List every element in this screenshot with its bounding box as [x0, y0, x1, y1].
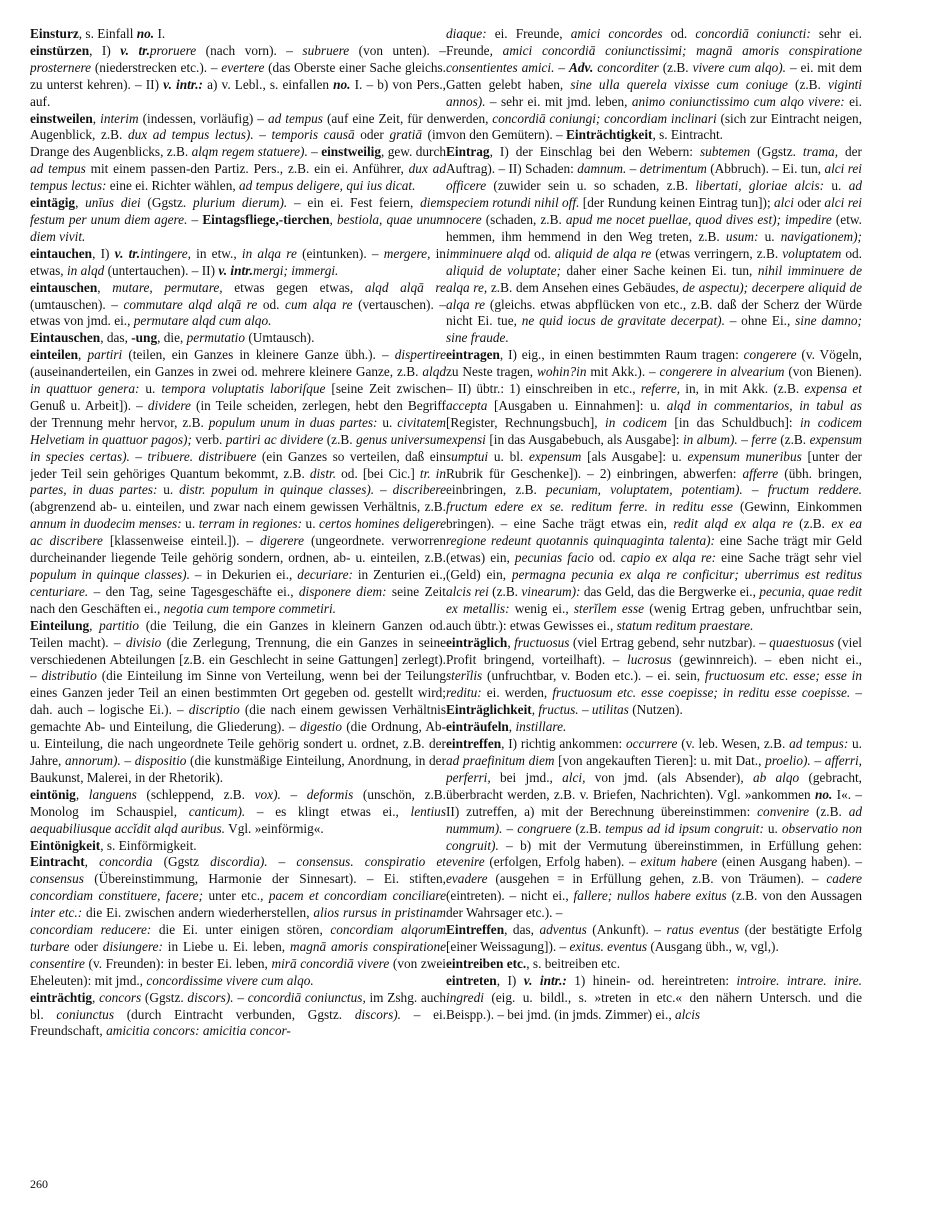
dictionary-entry: eintägig, unīus diei (Ggstz. plurium dierum). – ein ei. Fest feiern, diem festum per unum diem agere. – Eintagsfliege,-tierchen, bestiola, quae unum diem vivit.: [30, 195, 446, 244]
dictionary-entry: Eintracht, concordia (Ggstz discordia). – consensus. conspiratio et consensus (Übereinstimmung, Harmonie der Sinnesart). – Ei. stiften, concordiam constituere, facere; unter etc., pacem et concordiam conciliare inter etc.: die Ei. zwischen andern wiederherstellen, alios rursus in pristinam concordiam reducere: die Ei. unter einigen stören, concordiam alqorum turbare oder disiungere: in Liebe u. Ei. leben, magnā amoris conspiratione consentire (v. Freunden): in bester Ei. leben, mirā concordiā vivere (von zwei Eheleuten): mit jmd., concordissime vivere cum alqo.: [30, 854, 446, 988]
dictionary-entry: einteilen, partiri (teilen, ein Ganzes in kleinere Ganze übh.). – dispertire (auseinanderteilen, ein Ganzes in zwei od. mehrere kleinere Ganze, z.B. alqd in quattuor genera: u. tempora voluptatis laboriſque [seine Zeit zwischen Genuß u. Arbeit]). – dividere (in Teile scheiden, zerlegen, hebt den Begriff der Trennung mehr hervor, z.B. populum unum in duas partes: u. civitatem Helvetiam in quattuor pagos); verb. partiri ac dividere (z.B. genus universum in species certas). – tribuere. distribuere (ein Ganzes so verteilen, daß ein jeder Teil sein gehöriges Quantum bekommt, z.B. distr. od. [bei Cic.] tr. in partes, in duas partes: u. distr. populum in quinque classes). – discribere (abgrenzend ab- u. einteilen, und zwar nach einem gewissen Verhältnis, z.B. annum in duodecim menses: u. terram in regiones: u. certos homines deligere ac discribere [klassenweise einteil.]). – digerere (ungeordnete. verworren durcheinander liegende Teile gehörig sondern, ordnen, ab- u. einteilen, z.B. populum in quinque classes). – in Dekurien ei., decuriare: in Zenturien ei., centuriare. – den Tag, seine Tagesgeschäfte ei., disponere diem: seine Zeit nach den Geschäften ei., negotia cum tempore commetiri.: [30, 347, 446, 616]
dictionary-entry: diaque: ei. Freunde, amici concordes od. concordiā coniuncti: sehr ei. Freunde, amici concordiā coniunctissimi; magnā amoris conspiratione consentientes amici. – Adv. concorditer (z.B. vivere cum alqo). – ei. mit dem Gatten gelebt haben, sine ulla querela vixisse cum coniuge (z.B. viginti annos). – sehr ei. mit jmd. leben, animo coniunctissimo cum alqo vivere: ei. werden, concordiā coniungi; concordiam inclinari (sich zur Eintracht neigen, von den Gemütern). – Einträchtigkeit, s. Eintracht.: [446, 26, 862, 143]
dictionary-entry: einträglich, fructuosus (viel Ertrag gebend, sehr nutzbar). – quaestuosus (viel Profit bringend, vorteilhaft). – lucrosus (gewinnreich). – eben nicht ei., sterĭlis (unfruchtbar, v. Boden etc.). – ei. sein, fructuosum etc. esse; esse in reditu: ei. werden, fructuosum etc. esse coepisse; in reditu esse coepisse. – Einträglichkeit, fructus. – utilitas (Nutzen).: [446, 634, 862, 718]
dictionary-entry: einstweilen, interim (indessen, vorläufig) – ad tempus (auf eine Zeit, für den Augenblick, z.B. dux ad tempus lectus). – temporis causā oder gratiā (im Drange des Augenblicks, z.B. alqm regem statuere). – einstweilig, gew. durch ad tempus mit einem passen-den Partiz. Pers., z.B. ein ei. Anführer, dux ad tempus lectus: eine ei. Richter wählen, ad tempus deligere, qui ius dicat.: [30, 110, 446, 194]
dictionary-entry: Eintönigkeit, s. Einförmigkeit.: [30, 837, 197, 853]
page-number: 260: [30, 1177, 48, 1191]
dictionary-entry: eintauchen, I) v. tr.intingere, in etw., in alqa re (eintunken). – mergere, in etwas, in alqd (untertauchen). – II) v. intr.mergi; immergi.: [30, 245, 446, 278]
dictionary-entry: eintragen, I) eig., in einen bestimmten Raum tragen: congerere (v. Vögeln, zu Neste tragen, wohin?in mit Akk.). – congerere in alvearium (von Bienen). – II) übtr.: 1) einschreiben in etc., referre, in, in mit Akk. (z.B. expensa et accepta [Ausgaben u. Einnahmen]: u. alqd in commentarios, in tabul as [Register, Rechnungsbuch], in codicem [in das Schuldbuch]: in codicem expensi [in das Ausgabebuch, als Ausgabe]: in album). – ferre (z.B. expensum sumptui u. bl. expensum [als Ausgabe]: u. expensum muneribus [unter der Rubrik für Geschenke]). – 2) einbringen, abwerfen: afferre (übh. bringen, einbringen, z.B. pecuniam, voluptatem, potentiam). – fructum reddere. fructum edere ex se. reditum ferre. in reditu esse (Gewinn, Einkommen bringen). – eine Sache trägt etwas ein, redit alqd ex alqa re (z.B. ex ea regione redeunt quotannis quinquaginta talenta): eine Sache trägt mir Geld (etwas) ein, pecunias facio od. capio ex alqa re: eine Sache trägt sehr viel (Geld) ein, permagna pecunia ex alqa re conficitur; uberrimus est reditus alcis rei (z.B. vinearum): das Geld, das die Bergwerke ei., pecunia, quae redit ex metallis: wenig ei., sterĭlem esse (wenig Ertrag geben, unfruchtbar sein, auch übtr.): etwas Gewisses ei., statum reditum praestare.: [446, 347, 862, 633]
dictionary-entry: Einsturz, s. Einfall no. I.: [30, 26, 166, 41]
dictionary-entry: einträufeln, instillare.: [446, 719, 567, 735]
dictionary-entry: eintauschen, mutare, permutare, etwas gegen etwas, alqd alqā re (umtauschen). – commutare alqd alqā re od. cum alqa re (vertauschen). – etwas von jmd. ei., permutare alqd cum alqo.: [30, 279, 446, 329]
dictionary-entry: eintönig, languens (schleppend, z.B. vox). – deformis (unschön, z.B. Monolog im Schauspiel, canticum). – es klingt etwas ei., lentius aequabiliusque accĭdit alqd auribus. Vgl. »einförmig«.: [30, 786, 446, 836]
dictionary-entry: eintreiben etc., s. beitreiben etc.: [446, 955, 621, 971]
dictionary-entry: Eintrag, I) der Einschlag bei den Webern: subtemen (Ggstz. trama, der Auftrag). – II) Schaden: damnum. – detrimentum (Abbruch). – Ei. tun, alci rei officere (zuwider sein u. so schaden, z.B. libertati, gloriae alcis: u. ad speciem rotundi nihil off. [der Rundung keinen Eintrag tun]); alci oder alci rei nocere (schaden, z.B. apud me nocet puellae, quod dives est); impedire (etw. hemmen, ihm hemmend in den Weg treten, z.B. usum: u. navigationem); imminuere alqd od. aliquid de alqa re (etwas verringern, z.B. voluptatem od. aliquid de voluptate; daher einer Sache keinen Ei. tun, nihil imminuere de alqa re, z.B. dem Ansehen eines Gebäudes, de aspectu); decerpere aliquid de alqa re (gleichs. etwas abpflücken von etc., z.B. daß der Scherz der Würde nicht Ei. tue, ne quid iocus de gravitate decerpat). – ohne Ei., sine damno; sine fraude.: [446, 144, 862, 346]
dictionary-entry: Eintauschen, das, -ung, die, permutatio (Umtausch).: [30, 330, 315, 346]
dictionary-entry: eintreten, I) v. intr.: 1) hinein- od. hereintreten: introire. intrare. inire. ingredi (eig. u. bildl., s. »treten in etc.« den nähern Untersch. und die Beispp.). – bei jmd. (in jmds. Zimmer) ei., alcis: [446, 972, 862, 1022]
left-column: [30, 26, 446, 1171]
dictionary-entry: einstürzen, I) v. tr.proruere (nach vorn). – subruere (von unten). – prosternere (niederstrecken etc.). – evertere (das Oberste einer Sache gleichs. zu unterst kehren). – II) v. intr.: a) v. Lebl., s. einfallen no. I. – b) von Pers., auf.: [30, 42, 446, 109]
dictionary-entry: Einteilung, partitio (die Teilung, die ein Ganzes in kleinern Ganzen od. Teilen macht). – divisio (die Zerlegung, Trennung, die ein Ganzes in seine verschiedenen Abteilungen [z.B. ein Geschlecht in seine Gattungen] zerlegt). – distributio (die Einteilung im Sinne von Verteilung, wenn bei der Teilung eines Ganzen jeder Teil an einen bestimmten Ort gegeben od. gestellt wird; dah. auch – logische Ei.). – discriptio (die nach einem gewissen Verhältnis gemachte Ab- und Einteilung, die Gliederung). – digestio (die Ordnung, Ab- u. Einteilung, die nach ungeordnete Teile gehörig sondert u. ordnet, z.B. der Jahre, annorum). – dispositio (die kunstmäßige Einteilung, Anordnung, in der Baukunst, Malerei, in der Rhetorik).: [30, 617, 446, 785]
dictionary-entry: Eintreffen, das, adventus (Ankunft). – ratus eventus (der bestätigte Erfolg [einer Weissagung]). – exitus. eventus (Ausgang übh., w, vgl,).: [446, 922, 862, 954]
dictionary-entry: eintreffen, I) richtig ankommen: occurrere (v. leb. Wesen, z.B. ad tempus: u. ad praefinitum diem [von angekauften Tieren]: u. mit Dat., proelio). – afferri, perferri, bei jmd., alci, von jmd. (als Absender), ab alqo (gebracht, überbracht werden, z.B. v. Briefen, Nachrichten). Vgl. »ankommen no. I«. – II) zutreffen, a) mit der Berechnung übereinstimmen: convenire (z.B. ad nummum). – congruere (z.B. tempus ad id ipsum congruit: u. observatio non congruit). – b) mit der Vermutung übereinstimmen, in Erfüllung gehen: evenire (erfolgen, Erfolg haben). – exitum habere (einen Ausgang haben). – evadere (ausgehen = in Erfüllung gehen, z.B. von Träumen). – cadere (eintreten). – nicht ei., fallere; nullos habere exitus (z.B. von den Aussagen der Wahrsager etc.). –: [446, 736, 862, 921]
right-column: [446, 26, 862, 1171]
dictionary-entry: einträchtig, concors (Ggstz. discors). – concordiā coniunctus, im Zshg. auch bl. coniunctus (durch Eintracht verbunden, Ggstz. discors). – ei. Freundschaft, amicitia concors: amicitia concor-: [30, 989, 446, 1039]
